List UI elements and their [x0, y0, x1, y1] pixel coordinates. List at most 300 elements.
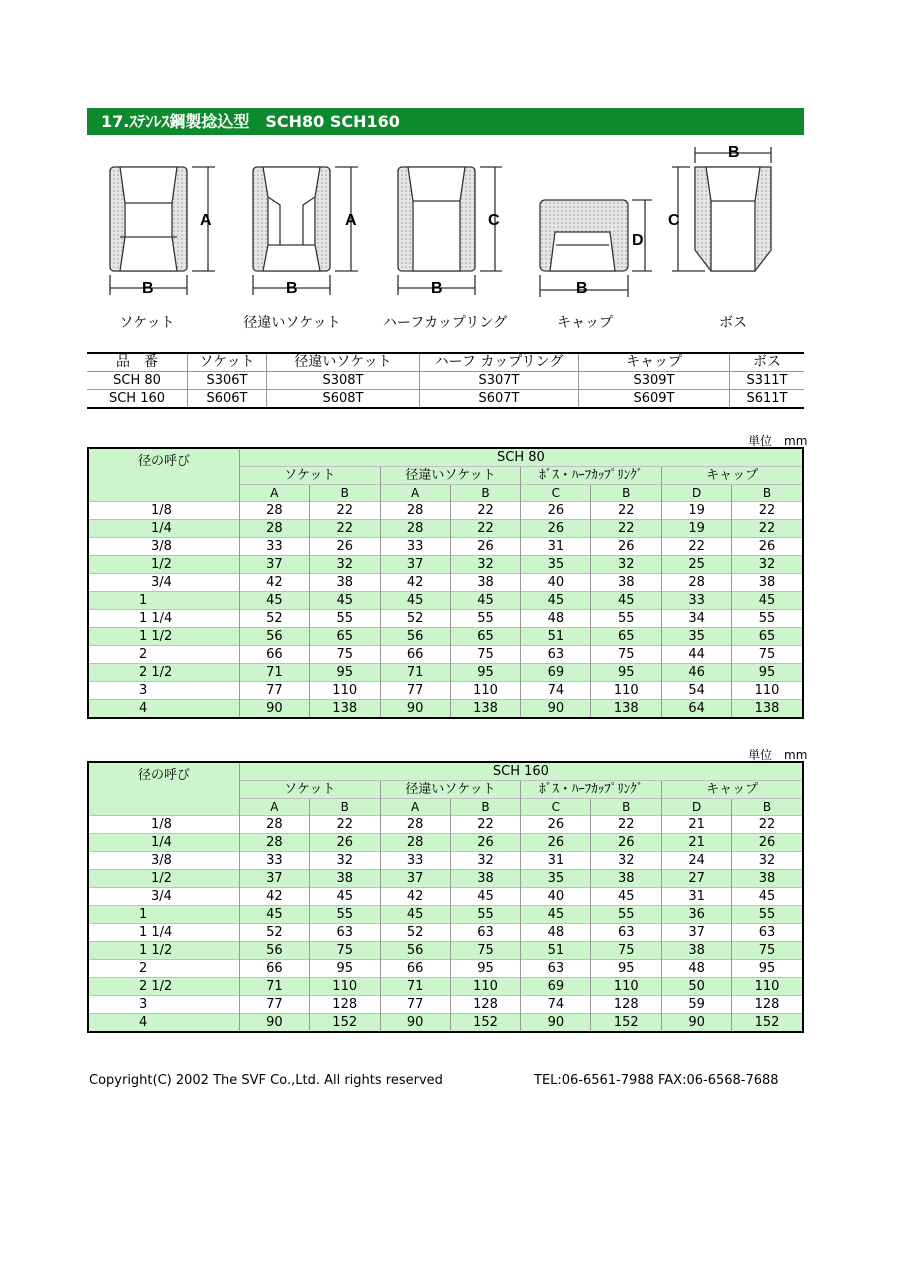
header-cell: 品 番 [87, 353, 188, 372]
value-cell: 42 [239, 574, 309, 592]
value-cell: 42 [239, 888, 309, 906]
header-cell: ソケット [188, 353, 267, 372]
size-cell: 1 1/4 [88, 610, 239, 628]
size-cell: 1 [88, 906, 239, 924]
table-row [88, 628, 803, 646]
value-cell: 48 [662, 960, 732, 978]
unit-label-sch160: 単位 mm [748, 748, 808, 762]
value-cell: 37 [239, 870, 309, 888]
value-cell: 26 [732, 538, 803, 556]
caption-reducing-socket: 径違いソケット [243, 315, 341, 331]
table-row [88, 852, 803, 870]
value-cell: 31 [521, 538, 591, 556]
table-row [88, 996, 803, 1014]
value-cell: 63 [521, 960, 591, 978]
value-cell: 22 [309, 520, 380, 538]
value-cell: 71 [239, 664, 309, 682]
caption-half-coupling: ハーフカップリング [382, 315, 508, 331]
cell: S306T [188, 372, 267, 390]
value-cell: 55 [732, 610, 803, 628]
value-cell: 65 [450, 628, 521, 646]
value-cell: 38 [732, 870, 803, 888]
size-cell: 1 1/2 [88, 628, 239, 646]
product-table-header [87, 353, 804, 372]
value-cell: 71 [380, 664, 450, 682]
value-cell: 90 [239, 700, 309, 719]
value-cell: 138 [732, 700, 803, 719]
value-cell: 21 [662, 834, 732, 852]
value-cell: 26 [521, 502, 591, 520]
value-cell: 32 [591, 556, 662, 574]
value-cell: 55 [309, 906, 380, 924]
group-header: ソケット [239, 467, 380, 485]
group-header: キャップ [662, 467, 803, 485]
value-cell: 26 [591, 834, 662, 852]
group-header: ﾎﾞｽ・ﾊｰﾌｶｯﾌﾟﾘﾝｸﾞ [521, 467, 662, 485]
cell: S608T [267, 390, 420, 409]
value-cell: 27 [662, 870, 732, 888]
table-row [88, 502, 803, 520]
table-row [88, 520, 803, 538]
value-cell: 42 [380, 574, 450, 592]
cell: S311T [730, 372, 805, 390]
value-cell: 45 [309, 592, 380, 610]
value-cell: 128 [450, 996, 521, 1014]
value-cell: 26 [732, 834, 803, 852]
table-title-row [88, 448, 803, 467]
size-cell: 3/4 [88, 888, 239, 906]
size-cell: 2 1/2 [88, 664, 239, 682]
value-cell: 66 [380, 646, 450, 664]
socket-drawing [110, 167, 215, 295]
table-row [88, 538, 803, 556]
value-cell: 28 [380, 520, 450, 538]
value-cell: 95 [732, 664, 803, 682]
value-cell: 38 [309, 574, 380, 592]
table-row [88, 924, 803, 942]
cell: S609T [579, 390, 730, 409]
fitting-diagrams [0, 145, 900, 305]
value-cell: 51 [521, 628, 591, 646]
value-cell: 33 [239, 538, 309, 556]
table-title-row [88, 762, 803, 781]
value-cell: 95 [732, 960, 803, 978]
sub-header: B [591, 485, 662, 502]
value-cell: 22 [732, 816, 803, 834]
value-cell: 32 [732, 556, 803, 574]
value-cell: 32 [732, 852, 803, 870]
value-cell: 35 [662, 628, 732, 646]
value-cell: 38 [591, 870, 662, 888]
value-cell: 22 [591, 502, 662, 520]
table-row [88, 942, 803, 960]
sub-header: A [380, 485, 450, 502]
value-cell: 33 [380, 852, 450, 870]
value-cell: 48 [521, 924, 591, 942]
value-cell: 45 [521, 906, 591, 924]
half-coupling-dim-c: C [488, 212, 500, 229]
value-cell: 44 [662, 646, 732, 664]
socket-dim-b: B [142, 280, 154, 297]
value-cell: 22 [662, 538, 732, 556]
value-cell: 22 [309, 502, 380, 520]
sub-header: C [521, 799, 591, 816]
table-row [88, 664, 803, 682]
value-cell: 138 [309, 700, 380, 719]
value-cell: 45 [450, 592, 521, 610]
size-cell: 2 1/2 [88, 978, 239, 996]
value-cell: 45 [309, 888, 380, 906]
value-cell: 26 [309, 834, 380, 852]
value-cell: 63 [521, 646, 591, 664]
value-cell: 48 [521, 610, 591, 628]
value-cell: 35 [521, 556, 591, 574]
value-cell: 26 [591, 538, 662, 556]
table-row [88, 834, 803, 852]
value-cell: 22 [732, 520, 803, 538]
table-row [88, 556, 803, 574]
sub-header: B [309, 485, 380, 502]
value-cell: 26 [521, 834, 591, 852]
value-cell: 33 [239, 852, 309, 870]
value-cell: 32 [309, 852, 380, 870]
value-cell: 45 [591, 592, 662, 610]
value-cell: 26 [521, 816, 591, 834]
value-cell: 75 [591, 646, 662, 664]
header-cell: ハーフ カップリング [420, 353, 579, 372]
value-cell: 90 [380, 1014, 450, 1033]
value-cell: 50 [662, 978, 732, 996]
value-cell: 28 [239, 834, 309, 852]
size-cell: 2 [88, 960, 239, 978]
value-cell: 69 [521, 664, 591, 682]
size-cell: 1 [88, 592, 239, 610]
value-cell: 63 [450, 924, 521, 942]
value-cell: 152 [450, 1014, 521, 1033]
value-cell: 90 [521, 700, 591, 719]
size-cell: 3/4 [88, 574, 239, 592]
value-cell: 54 [662, 682, 732, 700]
cell: S309T [579, 372, 730, 390]
boss-dim-c: C [668, 212, 680, 229]
size-cell: 1/8 [88, 816, 239, 834]
cell: S611T [730, 390, 805, 409]
value-cell: 110 [450, 682, 521, 700]
value-cell: 28 [239, 520, 309, 538]
size-cell: 2 [88, 646, 239, 664]
group-header: ﾎﾞｽ・ﾊｰﾌｶｯﾌﾟﾘﾝｸﾞ [521, 781, 662, 799]
value-cell: 37 [380, 870, 450, 888]
value-cell: 55 [732, 906, 803, 924]
value-cell: 55 [450, 610, 521, 628]
value-cell: 110 [591, 978, 662, 996]
value-cell: 45 [521, 592, 591, 610]
value-cell: 22 [591, 816, 662, 834]
value-cell: 77 [380, 682, 450, 700]
value-cell: 110 [591, 682, 662, 700]
table-row [88, 592, 803, 610]
sch80-dimension-table [87, 447, 804, 719]
caption-cap: キャップ [557, 315, 613, 331]
value-cell: 77 [239, 996, 309, 1014]
value-cell: 75 [450, 646, 521, 664]
value-cell: 52 [239, 924, 309, 942]
value-cell: 75 [732, 646, 803, 664]
value-cell: 35 [521, 870, 591, 888]
value-cell: 95 [309, 960, 380, 978]
group-header: キャップ [662, 781, 803, 799]
sub-header: A [239, 799, 309, 816]
cell: S607T [420, 390, 579, 409]
cell: S307T [420, 372, 579, 390]
schedule-title: SCH 80 [239, 448, 803, 467]
value-cell: 28 [380, 834, 450, 852]
value-cell: 19 [662, 520, 732, 538]
half-coupling-dim-b: B [431, 280, 443, 297]
value-cell: 66 [239, 960, 309, 978]
value-cell: 40 [521, 888, 591, 906]
value-cell: 45 [380, 906, 450, 924]
header-cell: 径違いソケット [267, 353, 420, 372]
value-cell: 22 [732, 502, 803, 520]
value-cell: 21 [662, 816, 732, 834]
value-cell: 90 [521, 1014, 591, 1033]
value-cell: 71 [380, 978, 450, 996]
value-cell: 32 [450, 556, 521, 574]
size-cell: 1/8 [88, 502, 239, 520]
value-cell: 32 [591, 852, 662, 870]
size-cell: 3 [88, 682, 239, 700]
reducing-socket-dim-a: A [345, 212, 357, 229]
value-cell: 45 [239, 592, 309, 610]
boss-dim-b: B [728, 145, 740, 161]
value-cell: 34 [662, 610, 732, 628]
product-row [87, 372, 804, 390]
value-cell: 95 [591, 960, 662, 978]
value-cell: 55 [591, 906, 662, 924]
table-row [88, 682, 803, 700]
value-cell: 110 [309, 682, 380, 700]
value-cell: 65 [591, 628, 662, 646]
cell: SCH 80 [87, 372, 188, 390]
value-cell: 45 [239, 906, 309, 924]
cell: S308T [267, 372, 420, 390]
value-cell: 38 [732, 574, 803, 592]
header-cell: キャップ [579, 353, 730, 372]
value-cell: 22 [450, 520, 521, 538]
value-cell: 22 [591, 520, 662, 538]
value-cell: 90 [380, 700, 450, 719]
value-cell: 38 [450, 870, 521, 888]
size-cell: 3/8 [88, 538, 239, 556]
sch160-dimension-table [87, 761, 804, 1033]
value-cell: 25 [662, 556, 732, 574]
value-cell: 28 [662, 574, 732, 592]
value-cell: 33 [662, 592, 732, 610]
value-cell: 75 [591, 942, 662, 960]
value-cell: 38 [450, 574, 521, 592]
sub-header: A [380, 799, 450, 816]
product-row [87, 390, 804, 409]
fitting-drawings [0, 145, 900, 305]
sub-header: D [662, 799, 732, 816]
value-cell: 56 [239, 628, 309, 646]
size-cell: 3 [88, 996, 239, 1014]
value-cell: 75 [309, 646, 380, 664]
reducing-socket-drawing [253, 167, 358, 295]
sub-header: B [732, 799, 803, 816]
value-cell: 90 [239, 1014, 309, 1033]
value-cell: 75 [309, 942, 380, 960]
size-cell: 1/4 [88, 520, 239, 538]
value-cell: 65 [732, 628, 803, 646]
table-row [88, 1014, 803, 1033]
size-cell: 1 1/2 [88, 942, 239, 960]
value-cell: 19 [662, 502, 732, 520]
value-cell: 77 [380, 996, 450, 1014]
boss-drawing [672, 147, 771, 271]
copyright-text: Copyright(C) 2002 The SVF Co.,Ltd. All rights reserved [89, 1073, 443, 1088]
value-cell: 32 [450, 852, 521, 870]
value-cell: 59 [662, 996, 732, 1014]
sub-header: B [450, 799, 521, 816]
value-cell: 45 [732, 888, 803, 906]
table-row [88, 960, 803, 978]
value-cell: 75 [450, 942, 521, 960]
value-cell: 63 [309, 924, 380, 942]
value-cell: 32 [309, 556, 380, 574]
table-row [88, 700, 803, 719]
value-cell: 128 [591, 996, 662, 1014]
table-row [88, 646, 803, 664]
value-cell: 45 [732, 592, 803, 610]
value-cell: 71 [239, 978, 309, 996]
value-cell: 37 [380, 556, 450, 574]
value-cell: 28 [380, 502, 450, 520]
value-cell: 110 [450, 978, 521, 996]
value-cell: 110 [732, 978, 803, 996]
value-cell: 138 [450, 700, 521, 719]
sub-header: C [521, 485, 591, 502]
value-cell: 64 [662, 700, 732, 719]
value-cell: 110 [732, 682, 803, 700]
value-cell: 152 [591, 1014, 662, 1033]
product-code-table [87, 352, 804, 409]
value-cell: 26 [450, 834, 521, 852]
value-cell: 66 [239, 646, 309, 664]
table-row [88, 816, 803, 834]
table-row [88, 610, 803, 628]
value-cell: 52 [380, 610, 450, 628]
value-cell: 152 [732, 1014, 803, 1033]
value-cell: 75 [732, 942, 803, 960]
value-cell: 56 [380, 942, 450, 960]
sub-header: A [239, 485, 309, 502]
cap-dim-b: B [576, 280, 588, 297]
value-cell: 138 [591, 700, 662, 719]
value-cell: 42 [380, 888, 450, 906]
caption-socket: ソケット [119, 315, 175, 331]
size-cell: 3/8 [88, 852, 239, 870]
value-cell: 110 [309, 978, 380, 996]
group-header: 径違いソケット [380, 467, 521, 485]
value-cell: 45 [380, 592, 450, 610]
value-cell: 77 [239, 682, 309, 700]
sub-header: B [309, 799, 380, 816]
value-cell: 22 [450, 502, 521, 520]
cell: S606T [188, 390, 267, 409]
value-cell: 55 [309, 610, 380, 628]
value-cell: 52 [239, 610, 309, 628]
value-cell: 51 [521, 942, 591, 960]
value-cell: 28 [239, 816, 309, 834]
value-cell: 45 [591, 888, 662, 906]
sub-header: B [591, 799, 662, 816]
value-cell: 69 [521, 978, 591, 996]
page-title: 17.ｽﾃﾝﾚｽ鋼製捻込型 SCH80 SCH160 [87, 108, 804, 135]
value-cell: 65 [309, 628, 380, 646]
contact-text: TEL:06-6561-7988 FAX:06-6568-7688 [534, 1073, 779, 1088]
value-cell: 24 [662, 852, 732, 870]
half-coupling-drawing [398, 167, 502, 295]
value-cell: 95 [450, 960, 521, 978]
value-cell: 26 [450, 538, 521, 556]
value-cell: 38 [309, 870, 380, 888]
size-cell: 1/2 [88, 556, 239, 574]
schedule-title: SCH 160 [239, 762, 803, 781]
value-cell: 46 [662, 664, 732, 682]
value-cell: 90 [662, 1014, 732, 1033]
value-cell: 52 [380, 924, 450, 942]
value-cell: 33 [380, 538, 450, 556]
value-cell: 36 [662, 906, 732, 924]
value-cell: 152 [309, 1014, 380, 1033]
value-cell: 74 [521, 682, 591, 700]
group-header: 径違いソケット [380, 781, 521, 799]
table-row [88, 906, 803, 924]
value-cell: 128 [732, 996, 803, 1014]
table-row [88, 888, 803, 906]
size-cell: 4 [88, 700, 239, 719]
caption-boss: ボス [719, 315, 747, 331]
value-cell: 128 [309, 996, 380, 1014]
cell: SCH 160 [87, 390, 188, 409]
value-cell: 56 [239, 942, 309, 960]
value-cell: 55 [591, 610, 662, 628]
value-cell: 40 [521, 574, 591, 592]
value-cell: 38 [662, 942, 732, 960]
table-row [88, 870, 803, 888]
cap-dim-d: D [632, 232, 644, 249]
header-cell: ボス [730, 353, 805, 372]
value-cell: 26 [521, 520, 591, 538]
value-cell: 31 [521, 852, 591, 870]
value-cell: 56 [380, 628, 450, 646]
reducing-socket-dim-b: B [286, 280, 298, 297]
sub-header: D [662, 485, 732, 502]
value-cell: 28 [380, 816, 450, 834]
value-cell: 95 [309, 664, 380, 682]
value-cell: 55 [450, 906, 521, 924]
size-header: 径の呼び [88, 448, 239, 502]
value-cell: 95 [591, 664, 662, 682]
size-cell: 1 1/4 [88, 924, 239, 942]
size-cell: 1/2 [88, 870, 239, 888]
value-cell: 37 [239, 556, 309, 574]
table-row [88, 978, 803, 996]
value-cell: 31 [662, 888, 732, 906]
unit-label-sch80: 単位 mm [748, 434, 808, 448]
